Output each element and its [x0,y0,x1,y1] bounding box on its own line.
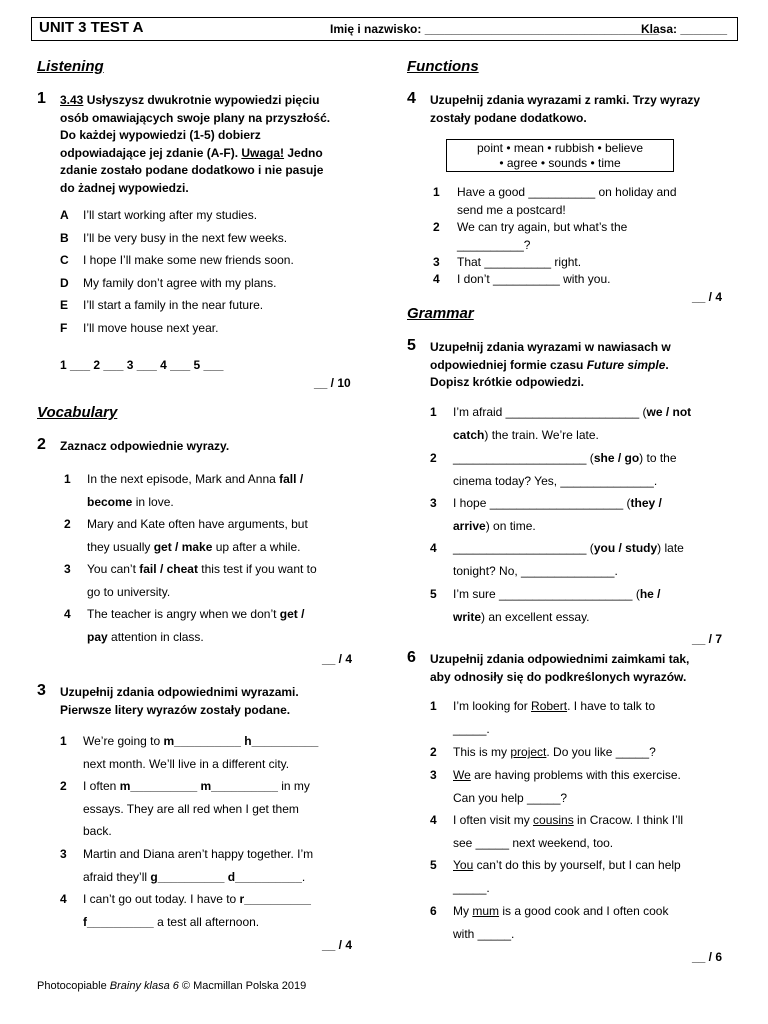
task5-item-2: 2 ____________________ (she / go) to the cinema today? Yes, ______________. [430,451,677,488]
task6-score: __ / 6 [692,950,723,964]
task1-score: __ / 10 [314,376,351,390]
task2-item-3: 3 You can’t fail / cheat this test if you want to go to university. [64,562,317,599]
task4-instruction: Uzupełnij zdania wyrazami z ramki. Trzy wyrazy zostały podane dodatkowo. [430,93,701,125]
task2-item-2: 2 Mary and Kate often have arguments, but they usually get / make up after a while. [64,517,308,554]
task2-instruction: Zaznacz odpowiednie wyrazy. [60,439,230,453]
option-row: A I’ll start working after my studies. [60,208,258,222]
class-field[interactable]: Klasa: _______ [641,22,728,36]
option-row: D My family don’t agree with my plans. [60,275,277,290]
option-row: E I’ll start a family in the near future. [60,298,264,313]
choice-words[interactable]: get / make [153,539,213,554]
name-field[interactable]: Imię i nazwisko: ___________________________________ [330,22,659,36]
task6-item-2: 2 This is my project. Do you like _____? [430,745,656,759]
choice-words[interactable]: get / [279,607,305,621]
task5-item-3: 3 I hope ____________________ (they / arrive) on time. [430,496,662,533]
task1-options [60,207,294,343]
task-number-6: 6 [407,649,416,666]
task3-item-3: 3 Martin and Diana aren’t happy together. I’m afraid they’ll g__________ d__________. [60,847,314,884]
task-number-3: 3 [37,682,46,699]
task2-score: __ / 4 [322,652,353,666]
task1-instruction: 3.43 Usłyszysz dwukrotnie wypowiedzi pięciu osób omawiających swoje plany na przyszłość. Do każdej wypowiedzi (1-5) dobierz odpowiadające jej zdanie (A-F). Uwaga! Jedno zdanie zostało podane dodatkowo i nie pasuje do żadnej wypowiedzi. [60,93,331,195]
choice-words[interactable]: fall / [279,472,304,486]
choice-words[interactable]: pay [87,629,108,644]
warning-label: Uwaga! [241,145,285,160]
footer-copyright: Photocopiable Brainy klasa 6 © Macmillan Polska 2019 [37,980,307,992]
option-row: B I’ll be very busy in the next few weeks. [60,230,288,245]
task6-item-6: 6 My mum is a good cook and I often cook with _____. [430,904,669,941]
word-box-line-1: point • mean • rubbish • believe [476,141,644,155]
task3-score: __ / 4 [322,938,353,952]
task6-item-1: 1 I’m looking for Robert. I have to talk to _____. [430,699,656,736]
option-row: F I’ll move house next year. [60,320,219,335]
gap-field[interactable]: f__________ [83,914,154,929]
task3-item-2: 2 I often m__________ m__________ in my essays. They are all red when I get them back. [60,779,310,839]
gap-field[interactable]: g__________ [150,869,225,884]
header-box [31,17,738,41]
task5-item-1: 1 I’m afraid ____________________ (we / not catch) the train. We’re late. [430,405,692,442]
task6-item-3: 3 We are having problems with this exercise. Can you help _____? [430,768,681,805]
gap-field[interactable]: m__________ [119,779,198,793]
task4-item-2: 2 We can try again, but what’s the __________? [433,220,628,252]
section-title-functions: Functions [407,58,479,75]
task-number-2: 2 [37,436,46,453]
option-row: C I hope I’ll make some new friends soon. [60,253,294,268]
unit-title: UNIT 3 TEST A [39,19,144,36]
gap-field[interactable]: m__________ [163,734,241,748]
task3-item-4: 4 I can’t go out today. I have to r__________ f__________ a test all afternoon. [60,892,311,929]
task5-item-4: 4 ____________________ (you / study) late tonight? No, ______________. [430,541,684,578]
task1-answer-line[interactable]: 1 ___ 2 ___ 3 ___ 4 ___ 5 ___ [60,358,224,372]
task-number-5: 5 [407,337,416,354]
task3-item-1: 1 We’re going to m__________ h__________ next month. We’ll live in a different city. [60,734,319,771]
gap-field[interactable]: m__________ [200,779,278,793]
task4-item-3: 3 That __________ right. [433,255,582,269]
section-title-listening: Listening [37,58,104,75]
task5-score: __ / 7 [692,632,723,646]
task6-item-5: 5 You can’t do this by yourself, but I can help _____. [430,858,681,895]
task4-item-1: 1 Have a good __________ on holiday and send me a postcard! [433,185,677,217]
task6-instruction: Uzupełnij zdania odpowiednimi zaimkami tak, aby odnosiły się do podkreślonych wyrazów. [430,652,690,684]
task2-item-4: 4 The teacher is angry when we don’t get / pay attention in class. [64,607,305,644]
section-title-grammar: Grammar [407,305,474,322]
word-box [446,139,674,172]
track-number: 3.43 [60,93,84,107]
task5-item-5: 5 I’m sure ____________________ (he / write) an excellent essay. [430,587,661,624]
gap-field[interactable]: h__________ [244,734,319,748]
choice-words[interactable]: fail / cheat [139,562,198,576]
task6-item-4: 4 I often visit my cousins in Cracow. I think I’ll see _____ next weekend, too. [430,813,684,850]
task5-instruction: Uzupełnij zdania wyrazami w nawiasach w odpowiedniej formie czasu Future simple. Dopisz krótkie odpowiedzi. [430,340,671,389]
task4-score: __ / 4 [692,290,723,304]
task2-item-1: 1 In the next episode, Mark and Anna fall / become in love. [64,472,304,509]
task-number-1: 1 [37,90,46,107]
word-box-line-2: • agree • sounds • time [499,156,621,170]
gap-field[interactable]: d__________ [227,869,302,884]
section-title-vocabulary: Vocabulary [37,404,118,421]
choice-words[interactable]: become [87,494,133,509]
task3-instruction: Uzupełnij zdania odpowiednimi wyrazami. Pierwsze litery wyrazów zostały podane. [60,685,299,717]
gap-field[interactable]: r__________ [239,892,311,906]
task4-item-4: 4 I don’t __________ with you. [433,272,611,286]
task-number-4: 4 [407,90,416,107]
